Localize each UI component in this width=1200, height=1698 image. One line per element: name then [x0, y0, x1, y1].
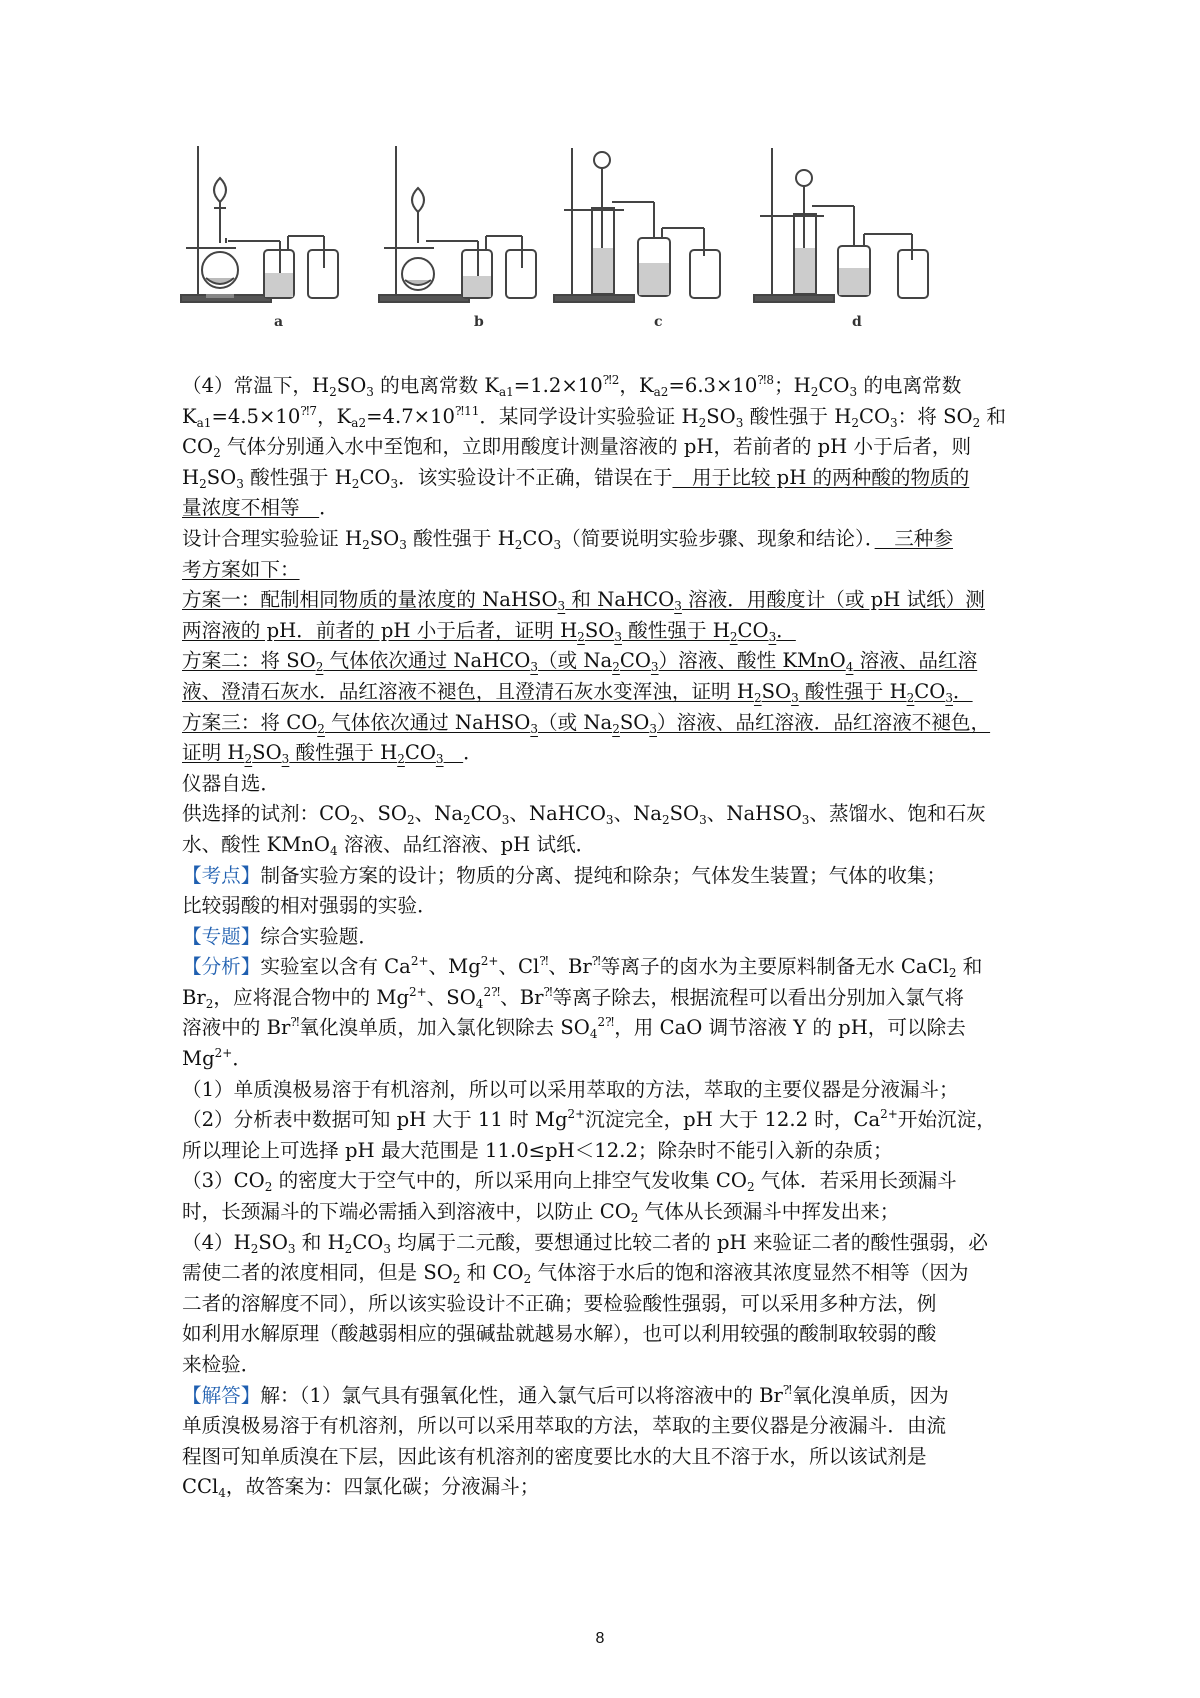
superscript: 2+ — [567, 1107, 586, 1122]
answer-subscript: 3 — [650, 660, 659, 675]
subscript: 2 — [351, 476, 360, 491]
text-run: ． — [319, 496, 339, 520]
text-line — [182, 1350, 1022, 1381]
subscript: 4 — [330, 843, 338, 858]
text-run: 溶液中的 Br — [182, 1016, 291, 1040]
text-run: 、蒸馏水、饱和石灰 — [809, 802, 986, 826]
text-line — [182, 524, 1022, 555]
text-run: 制备实验方案的设计；物质的分离、提纯和除杂；气体发生装置；气体的收集； — [260, 863, 947, 887]
text-run: 供选择的试剂：CO — [182, 802, 351, 826]
text-line — [182, 463, 1022, 494]
text-run: 、Br — [500, 985, 544, 1009]
text-line — [182, 799, 1022, 830]
answer-underlined: SO — [252, 741, 282, 765]
subscript: 3 — [890, 415, 898, 430]
subscript: a1 — [196, 415, 212, 430]
text-run: 水、酸性 KMnO — [182, 832, 330, 856]
answer-underlined: SO — [584, 618, 615, 642]
subscript: 2 — [264, 1180, 273, 1195]
text-run: CO — [359, 465, 391, 489]
text-run: 气体．若采用长颈漏斗 — [754, 1169, 957, 1193]
text-line — [182, 1442, 1022, 1473]
text-run: 、SO — [357, 802, 407, 826]
apparatus-figure — [176, 138, 1026, 370]
text-run: SO — [369, 526, 400, 550]
answer-subscript: 3 — [945, 690, 953, 705]
answer-underlined: ． — [776, 618, 796, 642]
text-run: 综合实验题． — [260, 924, 378, 948]
text-run: 来检验． — [182, 1353, 261, 1376]
label-d: d — [852, 314, 862, 330]
text-run: SO — [669, 802, 700, 826]
answer-underlined: SO — [619, 710, 650, 734]
answer-subscript: 2 — [577, 629, 585, 644]
subscript: 3 — [287, 1241, 296, 1256]
answer-subscript: 2 — [244, 752, 253, 767]
text-line — [182, 1197, 1022, 1228]
text-line — [182, 432, 1022, 463]
subscript: 2 — [972, 415, 981, 430]
answer-underlined: 方案一：配制相同物质的量浓度的 NaHSO — [182, 588, 558, 612]
superscript: ⁈11 — [455, 403, 480, 418]
superscript: ⁈8 — [757, 373, 775, 387]
section-tag: 【专题】 — [182, 924, 261, 948]
answer-underlined — [444, 741, 464, 764]
answer-underlined: SO — [761, 679, 792, 703]
apparatus-d — [754, 148, 928, 302]
answer-underlined: 用于比较 pH 的两种酸的物质的 — [672, 465, 970, 489]
text-line — [182, 677, 1022, 708]
subscript: 2 — [199, 476, 207, 491]
subscript: 2 — [213, 446, 221, 461]
answer-subscript: 3 — [281, 752, 290, 767]
answer-underlined: ）溶液、品红溶液．品红溶液不褪色， — [657, 710, 991, 734]
subscript: 3 — [501, 813, 510, 828]
text-run: 气体溶于水后的饱和溶液其浓度显然不相等（因为 — [531, 1261, 969, 1285]
superscript: 2⁈ — [597, 1015, 615, 1030]
subscript: 2 — [746, 1180, 755, 1195]
text-run: （1）单质溴极易溶于有机溶剂，所以可以采用萃取的方法，萃取的主要仪器是分液漏斗； — [182, 1077, 959, 1101]
text-run: （2）分析表中数据可知 pH 大于 11 时 Mg — [182, 1108, 568, 1132]
answer-underlined: 和 NaHCO — [565, 588, 675, 612]
text-run: 和 — [956, 955, 983, 979]
text-run: 气体分别通入水中至饱和，立即用酸度计测量溶液的 pH，若前者的 pH 小于后者，则 — [220, 435, 972, 459]
subscript: a1 — [498, 385, 514, 399]
answer-underlined: 液、澄清石灰水．品红溶液不褪色，且澄清石灰水变浑浊，证明 H — [182, 679, 754, 703]
text-run: H — [182, 465, 200, 489]
subscript: 3 — [383, 1241, 392, 1256]
apparatus-c — [554, 148, 720, 302]
text-line — [182, 830, 1022, 861]
text-run: 和 CO — [460, 1261, 524, 1285]
subscript: 2 — [810, 385, 819, 399]
text-run: 所以理论上可选择 pH 最大范围是 11.0≤pH＜12.2；除杂时不能引入新的杂质； — [182, 1138, 893, 1162]
answer-underlined: （或 Na — [537, 649, 613, 673]
answer-underlined: 考方案如下： — [182, 557, 300, 581]
text-run: 时，长颈漏斗的下端必需插入到溶液中，以防止 CO — [182, 1200, 631, 1224]
text-run: CO — [470, 802, 502, 826]
superscript: 2+ — [409, 984, 427, 999]
subscript: 3 — [735, 415, 744, 430]
text-line — [182, 1013, 1022, 1044]
answer-underlined: 三种参 — [874, 526, 953, 550]
text-run: 酸性强于 H — [743, 404, 852, 428]
answer-subscript: 2 — [753, 690, 762, 705]
text-run: 需使二者的浓度相同，但是 SO — [182, 1261, 453, 1285]
answer-subscript: 3 — [674, 599, 682, 614]
text-line — [182, 922, 1022, 953]
subscript: a2 — [653, 385, 669, 399]
answer-underlined: 方案二：将 SO — [182, 649, 316, 673]
text-run: CO — [352, 1230, 384, 1254]
subscript: 2 — [630, 1211, 639, 1226]
text-run: 、SO — [426, 985, 476, 1009]
text-run: SO — [206, 465, 237, 489]
text-line — [182, 983, 1022, 1014]
text-run: 解：（1）氯气具有强氧化性，通入氯气后可以将溶液中的 Br — [260, 1383, 783, 1407]
subscript: 2 — [463, 813, 471, 828]
text-run: 氧化溴单质，因为 — [791, 1383, 949, 1407]
subscript: 2 — [948, 966, 957, 981]
subscript: 3 — [366, 385, 374, 399]
section-tag: 【分析】 — [182, 955, 261, 979]
answer-subscript: 4 — [845, 660, 854, 675]
superscript: ⁈ — [539, 954, 549, 969]
text-line — [182, 1381, 1022, 1412]
text-run: （4）H — [182, 1230, 251, 1254]
text-line — [182, 1136, 1022, 1167]
text-line — [182, 1472, 1022, 1503]
subscript: 2 — [452, 1272, 461, 1287]
text-run: =4.7×10 — [366, 404, 456, 428]
text-run: 气体从长颈漏斗中挥发出来； — [638, 1200, 900, 1224]
answer-underlined: CO — [404, 741, 436, 765]
text-line — [182, 861, 1022, 892]
text-run: （4）常温下，H — [182, 374, 330, 397]
text-run: SO — [706, 404, 736, 428]
answer-underlined: CO — [619, 649, 651, 673]
subscript: 3 — [390, 476, 399, 491]
answer-underlined: 方案三：将 CO — [182, 710, 318, 734]
answer-subscript: 3 — [791, 690, 799, 705]
text-run: Br — [182, 985, 206, 1009]
text-run: ，故答案为：四氯化碳；分液漏斗； — [225, 1475, 540, 1499]
text-run: 氧化溴单质，加入氯化钡除去 SO — [299, 1016, 590, 1040]
text-run: =6.3×10 — [668, 374, 758, 397]
text-run: 如利用水解原理（酸越弱相应的强碱盐就越易水解），也可以利用较强的酸制取较弱的酸 — [182, 1322, 937, 1346]
text-run: 程图可知单质溴在下层，因此该有机溶剂的密度要比水的大且不溶于水，所以该试剂是 — [182, 1444, 927, 1468]
label-b: b — [474, 314, 484, 330]
text-run: 均属于二元酸，要想通过比较二者的 pH 来验证二者的酸性强弱，必 — [391, 1230, 988, 1254]
text-line — [182, 1289, 1022, 1320]
superscript: ⁈7 — [300, 403, 318, 418]
text-line — [182, 891, 1022, 922]
text-run: 比较弱酸的相对强弱的实验． — [182, 894, 437, 918]
text-run: ；H — [774, 374, 811, 397]
text-run: 开始沉淀， — [897, 1108, 996, 1132]
superscript: 2+ — [214, 1046, 233, 1061]
answer-underlined: CO — [737, 618, 769, 642]
text-line — [182, 646, 1022, 677]
text-run: 等离子的卤水为主要原料制备无水 CaCl — [600, 955, 949, 979]
subscript: 2 — [362, 537, 370, 552]
text-run: 、Na — [613, 802, 662, 826]
answer-underlined: 两溶液的 pH．前者的 pH 小于后者，证明 H — [182, 618, 578, 642]
text-run: 、Br — [548, 955, 592, 979]
answer-underlined: ． — [953, 679, 973, 703]
superscript: ⁈ — [543, 984, 553, 999]
answer-subscript: 3 — [649, 721, 657, 736]
subscript: 2 — [514, 537, 523, 552]
text-run: 二者的溶解度不同），所以该实验设计不正确；要检验酸性强弱，可以采用多种方法，例 — [182, 1291, 937, 1315]
text-line — [182, 738, 1022, 769]
subscript: 2 — [523, 1272, 532, 1287]
text-run: （简要说明实验步骤、现象和结论）． — [561, 526, 875, 550]
subscript: 3 — [801, 813, 810, 828]
answer-underlined: ）溶液、酸性 KMnO — [658, 649, 846, 673]
answer-underlined: 气体依次通过 NaHCO — [323, 649, 531, 673]
text-run: K — [182, 404, 197, 428]
superscript: ⁈ — [290, 1015, 300, 1030]
subscript: 2 — [406, 813, 415, 828]
section-tag: 【解答】 — [182, 1383, 261, 1407]
text-run: SO — [258, 1230, 288, 1254]
text-run: 单质溴极易溶于有机溶剂，所以可以采用萃取的方法，萃取的主要仪器是分液漏斗．由流 — [182, 1414, 947, 1438]
subscript: 4 — [589, 1027, 598, 1042]
answer-underlined: 酸性强于 H — [621, 618, 730, 642]
section-tag: 【考点】 — [182, 863, 261, 887]
text-run: 、NaHSO — [706, 802, 802, 826]
text-run: 、NaHCO — [509, 802, 606, 826]
label-c: c — [654, 314, 663, 330]
text-run: CO — [182, 435, 214, 459]
label-a: a — [274, 314, 284, 330]
text-run: =4.5×10 — [211, 404, 301, 428]
subscript: 4 — [475, 996, 484, 1011]
text-line — [182, 1075, 1022, 1106]
text-run: ，K — [317, 404, 352, 428]
superscript: ⁈ — [782, 1382, 792, 1397]
text-run: 仪器自选． — [182, 771, 280, 795]
text-run: =1.2×10 — [513, 374, 603, 397]
text-run: 和 — [980, 404, 1007, 428]
subscript: 3 — [849, 385, 858, 399]
answer-subscript: 3 — [768, 629, 777, 644]
apparatus-b — [379, 146, 536, 302]
subscript: 4 — [218, 1486, 226, 1501]
text-run: 的电离常数 K — [373, 374, 499, 397]
text-line — [182, 1166, 1022, 1197]
subscript: 2 — [329, 385, 337, 399]
subscript: 3 — [605, 813, 614, 828]
answer-subscript: 3 — [435, 752, 444, 767]
answer-subscript: 2 — [729, 629, 738, 644]
text-run: （3）CO — [182, 1169, 265, 1193]
subscript: 2 — [851, 415, 859, 430]
answer-subscript: 3 — [557, 599, 566, 614]
answer-underlined: 量浓度不相等 — [182, 496, 320, 520]
answer-underlined: 酸性强于 H — [289, 741, 398, 765]
text-run: 酸性强于 H — [243, 465, 352, 489]
text-run: ，K — [619, 374, 654, 397]
text-run: 酸性强于 H — [406, 526, 515, 550]
subscript: 3 — [699, 813, 707, 828]
text-run: ，用 CaO 调节溶液 Y 的 pH，可以除去 — [614, 1016, 966, 1040]
text-run: 的电离常数 — [857, 374, 962, 397]
text-run: CCl — [182, 1475, 219, 1499]
text-line — [182, 1105, 1022, 1136]
text-run: 溶液、品红溶液、pH 试纸． — [337, 832, 596, 856]
text-line — [182, 1044, 1022, 1075]
superscript: ⁈ — [591, 954, 601, 969]
subscript: 3 — [399, 537, 407, 552]
text-run: CO — [522, 526, 554, 550]
text-run: 、Na — [414, 802, 464, 826]
text-run: 实验室以含有 Ca — [260, 955, 411, 979]
text-line — [182, 1258, 1022, 1289]
answer-underlined: （或 Na — [537, 710, 613, 734]
text-run: 和 H — [295, 1230, 345, 1254]
subscript: 2 — [661, 813, 670, 828]
subscript: 3 — [553, 537, 562, 552]
text-line — [182, 1319, 1022, 1350]
answer-subscript: 2 — [315, 660, 324, 675]
subscript: 2 — [205, 996, 214, 1011]
text-run: 的密度大于空气中的，所以采用向上排空气发收集 CO — [272, 1169, 747, 1193]
text-run: 设计合理实验验证 H — [182, 526, 363, 550]
text-run: 等离子除去，根据流程可以看出分别加入氯气将 — [552, 985, 964, 1009]
answer-underlined: 溶液、品红溶 — [853, 649, 978, 673]
text-run: ：将 SO — [897, 404, 973, 428]
superscript: 2+ — [480, 954, 499, 969]
subscript: 2 — [698, 415, 707, 430]
answer-underlined: 溶液．用酸度计（或 pH 试纸）测 — [681, 588, 985, 612]
answer-subscript: 2 — [397, 752, 405, 767]
text-run: ． — [463, 741, 483, 765]
answer-subscript: 2 — [317, 721, 325, 736]
text-run: 、Mg — [428, 955, 481, 979]
text-line — [182, 585, 1022, 616]
text-run: CO — [858, 404, 891, 428]
text-line — [182, 1411, 1022, 1442]
text-line — [182, 1228, 1022, 1259]
apparatus-a — [181, 146, 338, 302]
text-run: 、Cl — [498, 955, 540, 979]
text-line — [182, 402, 1022, 433]
superscript: 2+ — [410, 954, 429, 969]
text-run: Mg — [182, 1047, 215, 1071]
text-run: ，应将混合物中的 Mg — [213, 985, 409, 1009]
text-line — [182, 769, 1022, 800]
answer-subscript: 2 — [612, 660, 620, 675]
text-line — [182, 616, 1022, 647]
text-run: ．该实验设计不正确，错误在于 — [398, 465, 673, 489]
answer-underlined: 气体依次通过 NaHSO — [324, 710, 531, 734]
subscript: a2 — [351, 415, 367, 430]
text-line — [182, 493, 1022, 524]
subscript: 2 — [250, 1241, 259, 1256]
answer-subscript: 2 — [906, 690, 915, 705]
text-line — [182, 555, 1022, 586]
text-run: CO — [818, 374, 850, 397]
text-line — [182, 952, 1022, 983]
answer-subscript: 2 — [612, 721, 620, 736]
subscript: 3 — [236, 476, 244, 491]
text-run: 沉淀完全，pH 大于 12.2 时，Ca — [585, 1108, 881, 1132]
text-run: ．某同学设计实验验证 H — [479, 404, 699, 428]
superscript: 2+ — [880, 1107, 898, 1122]
answer-subscript: 3 — [530, 721, 538, 736]
text-run: SO — [336, 374, 367, 397]
answer-underlined: 证明 H — [182, 741, 245, 765]
text-line — [182, 371, 1022, 402]
page-number: 8 — [595, 1630, 605, 1647]
text-line — [182, 708, 1022, 739]
answer-text — [182, 371, 1022, 1503]
answer-subscript: 3 — [614, 629, 622, 644]
answer-underlined: 酸性强于 H — [798, 679, 907, 703]
subscript: 2 — [344, 1241, 353, 1256]
subscript: 2 — [350, 813, 358, 828]
superscript: 2⁈ — [483, 984, 501, 999]
answer-subscript: 3 — [530, 660, 538, 675]
superscript: ⁈2 — [602, 373, 620, 387]
text-run: ． — [232, 1047, 252, 1071]
answer-underlined: CO — [914, 679, 946, 703]
